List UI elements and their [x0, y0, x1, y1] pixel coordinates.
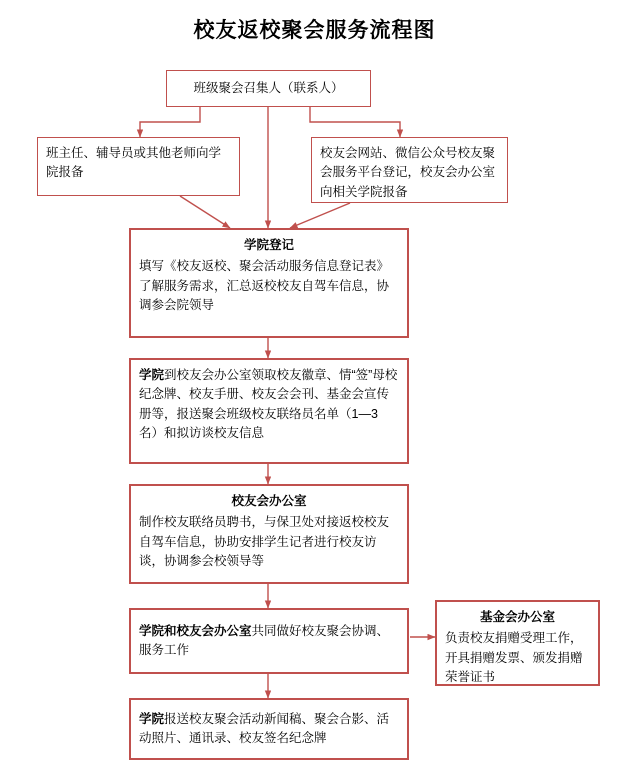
page-title: 校友返校聚会服务流程图	[193, 19, 436, 42]
node-submit-materials-subject: 学院	[139, 711, 165, 726]
node-joint-work-body: 共同做好校友聚会协调、服务工作	[139, 623, 390, 657]
node-foundation-office-body: 负责校友捐赠受理工作，开具捐赠发票、颁发捐赠荣誉证书	[445, 631, 583, 685]
node-alumni-office	[129, 484, 409, 584]
node-foundation-office-header: 基金会办公室	[479, 610, 555, 624]
node-college-register-body: 填写《校友返校、聚会活动服务信息登记表》了解服务需求，汇总返校校友自驾车信息，协调参会院领导	[139, 259, 390, 313]
node-college-collect-body: 到校友会办公室领取校友徽章、情“签”母校纪念牌、校友手册、校友会会刊、基金会宣传册等，报送聚会班级校友联络员名单（1—3 名）和拟访谈校友信息	[139, 368, 398, 441]
node-submit-materials-body: 报送校友聚会活动新闻稿、聚会合影、活动照片、通讯录、校友签名纪念牌	[139, 711, 390, 745]
node-college-register-header: 学院登记	[243, 238, 294, 252]
node-college-collect	[129, 358, 409, 464]
node-alumni-office-body: 制作校友联络员聘书，与保卫处对接返校校友自驾车信息，协助安排学生记者进行校友访谈，协调参会校领导等	[139, 515, 390, 569]
node-teacher-report	[37, 137, 240, 196]
node-convener-text: 班级聚会召集人（联系人）	[193, 80, 344, 95]
node-online-register-text: 校友会网站、微信公众号校友聚会服务平台登记，校友会办公室向相关学院报备	[320, 146, 496, 199]
node-convener	[166, 70, 371, 107]
node-foundation-office	[435, 600, 600, 686]
node-online-register	[311, 137, 508, 203]
node-submit-materials	[129, 698, 409, 760]
node-teacher-report-text: 班主任、辅导员或其他老师向学院报备	[46, 146, 222, 180]
node-joint-work-subject: 学院和校友会办公室	[139, 623, 252, 638]
node-alumni-office-header: 校友会办公室	[231, 494, 307, 508]
node-college-collect-subject: 学院	[139, 368, 165, 382]
node-college-register	[129, 228, 409, 338]
node-joint-work	[129, 608, 409, 674]
